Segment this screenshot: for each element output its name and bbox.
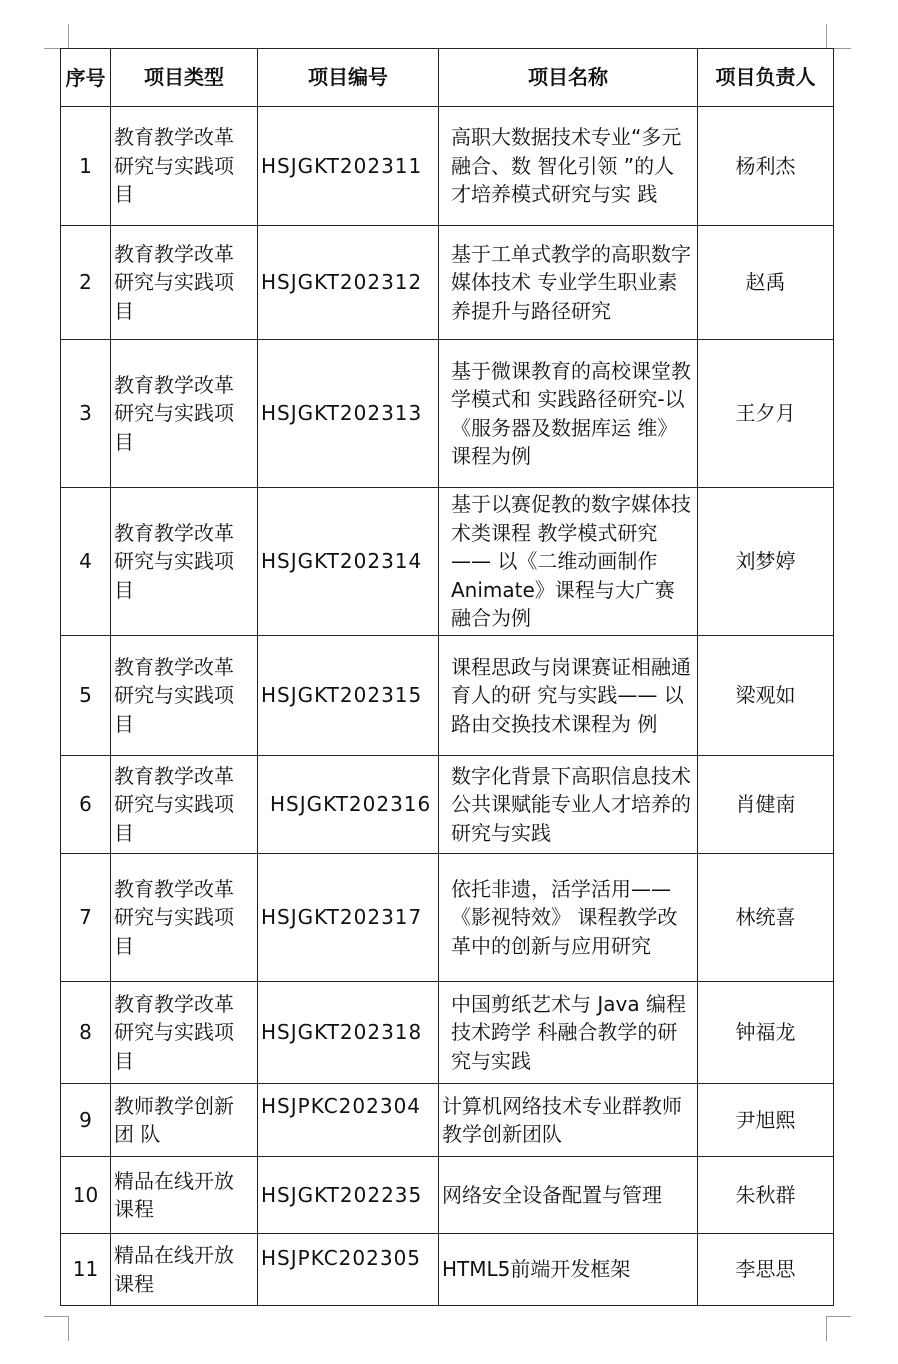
row-code: HSJPKC202304 — [258, 1084, 439, 1157]
row-owner: 王夕月 — [698, 340, 834, 488]
row-type: 教育教学改革研究与实践项目 — [111, 982, 258, 1084]
row-code: HSJGKT202235 — [258, 1157, 439, 1234]
row-code: HSJGKT202311 — [258, 107, 439, 226]
row-name: 基于微课教育的高校课堂教学模式和 实践路径研究-以《服务器及数据库运 维》课程为例 — [439, 340, 698, 488]
row-type: 教育教学改革研究与实践项目 — [111, 226, 258, 340]
row-index: 3 — [61, 340, 111, 488]
row-name: 课程思政与岗课赛证相融通育人的研 究与实践—— 以路由交换技术课程为 例 — [439, 636, 698, 756]
row-type: 教育教学改革研究与实践项目 — [111, 756, 258, 854]
row-name: 基于工单式教学的高职数字媒体技术 专业学生职业素养提升与路径研究 — [439, 226, 698, 340]
row-owner: 李思思 — [698, 1234, 834, 1306]
crop-mark-bottom-right — [826, 1316, 851, 1341]
row-type: 教育教学改革研究与实践项目 — [111, 854, 258, 982]
row-owner: 尹旭熙 — [698, 1084, 834, 1157]
row-owner: 肖健南 — [698, 756, 834, 854]
row-type: 教育教学改革研究与实践项目 — [111, 488, 258, 636]
table-row — [61, 340, 834, 488]
row-owner: 赵禹 — [698, 226, 834, 340]
header-code: 项目编号 — [258, 49, 439, 107]
table-row — [61, 1084, 834, 1157]
row-owner: 刘梦婷 — [698, 488, 834, 636]
row-name: 网络安全设备配置与管理 — [439, 1157, 698, 1234]
row-code: HSJGKT202313 — [258, 340, 439, 488]
row-name: HTML5前端开发框架 — [439, 1234, 698, 1306]
project-table — [60, 48, 834, 1306]
table-row — [61, 226, 834, 340]
row-code: HSJGKT202316 — [258, 756, 439, 854]
row-code: HSJGKT202314 — [258, 488, 439, 636]
row-code: HSJGKT202315 — [258, 636, 439, 756]
row-code: HSJGKT202318 — [258, 982, 439, 1084]
table-row — [61, 107, 834, 226]
row-owner: 林统喜 — [698, 854, 834, 982]
row-name: 高职大数据技术专业“多元融合、数 智化引领 ”的人才培养模式研究与实 践 — [439, 107, 698, 226]
row-owner: 杨利杰 — [698, 107, 834, 226]
table-row — [61, 982, 834, 1084]
row-type: 精品在线开放课程 — [111, 1234, 258, 1306]
crop-mark-bottom-left — [44, 1316, 69, 1341]
row-index: 2 — [61, 226, 111, 340]
crop-mark-top-right — [826, 24, 851, 49]
header-owner: 项目负责人 — [698, 49, 834, 107]
row-index: 4 — [61, 488, 111, 636]
row-code: HSJPKC202305 — [258, 1234, 439, 1306]
row-index: 6 — [61, 756, 111, 854]
row-type: 教育教学改革研究与实践项目 — [111, 636, 258, 756]
table-row — [61, 756, 834, 854]
table-row — [61, 854, 834, 982]
row-type: 精品在线开放课程 — [111, 1157, 258, 1234]
row-index: 7 — [61, 854, 111, 982]
table-row — [61, 636, 834, 756]
row-name: 基于以赛促教的数字媒体技术类课程 教学模式研究—— 以《二维动画制作 Animate》课程与大广赛融合为例 — [439, 488, 698, 636]
row-owner: 朱秋群 — [698, 1157, 834, 1234]
header-index: 序号 — [61, 49, 111, 107]
row-name: 中国剪纸艺术与 Java 编程技术跨学 科融合教学的研究与实践 — [439, 982, 698, 1084]
row-name: 计算机网络技术专业群教师教学创新团队 — [439, 1084, 698, 1157]
table-row — [61, 488, 834, 636]
header-name: 项目名称 — [439, 49, 698, 107]
row-index: 1 — [61, 107, 111, 226]
row-index: 11 — [61, 1234, 111, 1306]
row-code: HSJGKT202312 — [258, 226, 439, 340]
header-row — [61, 49, 834, 107]
row-index: 5 — [61, 636, 111, 756]
header-type: 项目类型 — [111, 49, 258, 107]
row-index: 8 — [61, 982, 111, 1084]
row-code: HSJGKT202317 — [258, 854, 439, 982]
row-owner: 梁观如 — [698, 636, 834, 756]
row-type: 教育教学改革研究与实践项目 — [111, 107, 258, 226]
row-name: 数字化背景下高职信息技术公共课赋能专业人才培养的研究与实践 — [439, 756, 698, 854]
table-row — [61, 1157, 834, 1234]
row-owner: 钟福龙 — [698, 982, 834, 1084]
crop-mark-top-left — [44, 24, 69, 49]
row-type: 教育教学改革研究与实践项目 — [111, 340, 258, 488]
row-index: 10 — [61, 1157, 111, 1234]
row-index: 9 — [61, 1084, 111, 1157]
row-type: 教师教学创新团 队 — [111, 1084, 258, 1157]
row-name: 依托非遗，活学活用——《影视特效》 课程教学改革中的创新与应用研究 — [439, 854, 698, 982]
table-row — [61, 1234, 834, 1306]
